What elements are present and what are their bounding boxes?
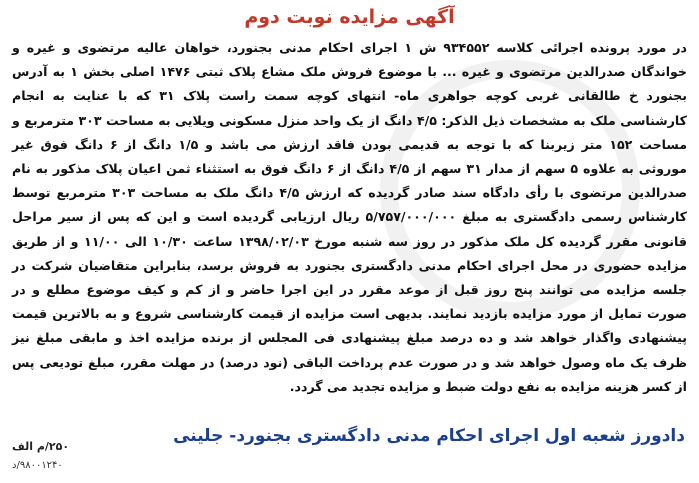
notice-title: آگهی مزایده نوبت دوم [244,6,455,28]
notice-body: در مورد پرونده اجرائی کلاسه ۹۳۴۵۵۲ ش ۱ اجرای احکام مدنی بجنورد، خواهان عالیه مرتضوی و غیره و خواندگان صدرالدین مرتضوی و غیره ... با موضوع فروش ملک مشاع پلاک ثبتی ۱۴۷۶ اصلی بخش ۱ به آدرس بجنورد خ طالقانی غربی کوچه جواهری ماه- انتهای کوچه سمت راست پلاک ۳۱ که با عنایت به انجام کارشناسی ملک به مشخصات ذیل الذکر: ۴/۵ دانگ از یک واحد منزل مسکونی ویلایی به مساحت ۳۰۳ مترمربع و مساحت ۱۵۲ متر زیربنا که با توجه به قدیمی بودن فاقد ارزش می باشد و ۱/۵ دانگ از ۶ دانگ فوق غیر موروثی به علاوه ۵ سهم از مدار ۳۱ سهم از ۴/۵ دانگ از ۶ دانگ فوق به استثناء ثمن اعیان پلاک مذکور به نام صدرالدین مرتضوی با رأی دادگاه سند صادر گردیده که ارزش ۴/۵ دانگ ملک به مساحت ۳۰۳ مترمربع توسط کارشناس رسمی دادگستری به مبلغ ۵/۷۵۷/۰۰۰/۰۰۰ ریال ارزیابی گردیده است و این که پس از سیر مراحل قانونی مقرر گردیده کل ملک مذکور در روز سه شنبه مورخ ۱۳۹۸/۰۲/۰۳ ساعت ۱۰/۳۰ الی ۱۱/۰۰ و از طریق مزایده حضوری در محل اجرای احکام مدنی دادگستری بجنورد به فروش برسد، بنابراین متقاضیان شرکت در جلسه مزایده می توانند پنج روز قبل از موعد مقرر در این اجرا حاضر و از کم و کیف موضوع مطلع و در صورت تمایل از مورد مزایده بازدید نمایند. بدیهی است مزایده از قیمت کارشناسی شروع و به بالاترین قیمت پیشنهادی واگذار خواهد شد و ده درصد مبلغ پیشنهادی فی المجلس از برنده مزایده اخذ و مابقی مبلغ نیز ظرف یک ماه وصول خواهد شد و در صورت عدم پرداخت الباقی (نود درصد) در مهلت مقرر، مبلغ تودیعی پس از کسر هزینه مزایده به نفع دولت ضبط و مزایده تجدید می گردد. [12,40,688,394]
notice-code: ۲۵۰/م الف [12,440,70,453]
notice-signature: دادورز شعبه اول اجرای احکام مدنی دادگستری بجنورد- جلینی [173,426,685,446]
notice-reference: ۹۸۰۰۱۲۴۰/د [12,460,63,471]
